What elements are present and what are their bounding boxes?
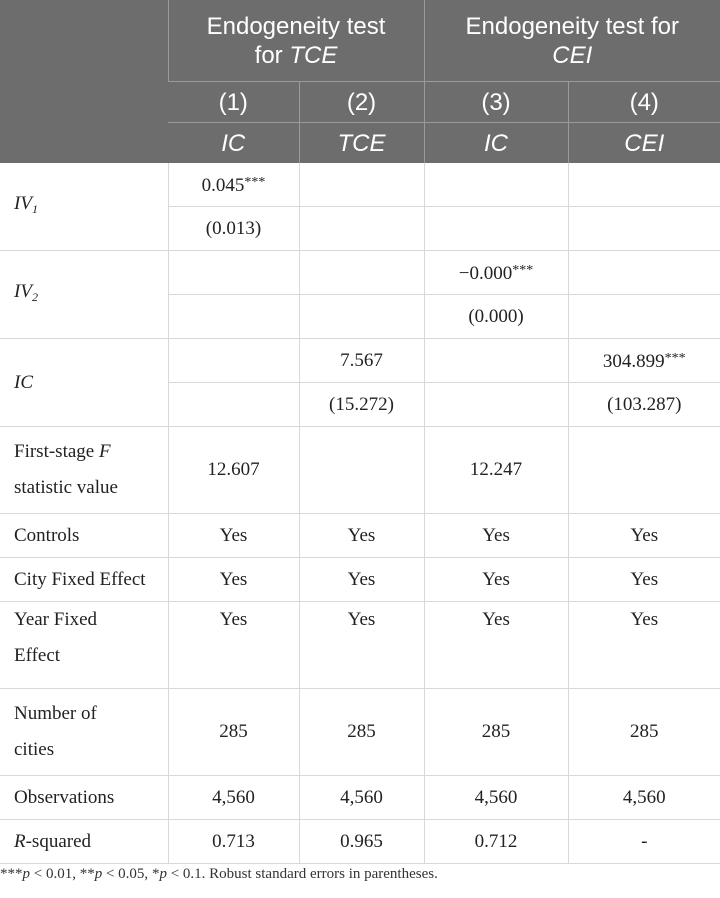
cell-obs-c3: 4,560: [424, 776, 568, 820]
row-label-rsquared: R-squared: [0, 820, 168, 864]
table-row-iv1-coef: [0, 163, 720, 207]
row-label-year-fe: Year Fixed Effect: [0, 602, 168, 689]
cell-ic-c2-se: (15.272): [299, 383, 424, 427]
cell-iv1-c2: [299, 163, 424, 207]
cell-city-fe-c3: Yes: [424, 558, 568, 602]
row-label-iv2: $IV_2$: [0, 251, 168, 339]
row-label-iv1: $IV_1$: [0, 163, 168, 251]
header-group-cei: [424, 0, 720, 82]
cell-rsq-c1: 0.713: [168, 820, 299, 864]
header-group-tce-prefix: for: [254, 41, 290, 69]
cell-iv1-c2-se: [299, 207, 424, 251]
table-row-ic-coef: [0, 339, 720, 383]
header-group-tce-line1: Endogeneity test: [206, 12, 386, 40]
cell-fstat-c3: 12.247: [424, 427, 568, 514]
cell-rsq-c4: -: [568, 820, 720, 864]
cell-year-fe-c2: Yes: [299, 602, 424, 689]
cell-ic-c3: [424, 339, 568, 383]
header-corner: [0, 0, 168, 163]
cell-fstat-c2: [299, 427, 424, 514]
cell-obs-c2: 4,560: [299, 776, 424, 820]
cell-iv1-c1-coef: 0.045***: [168, 163, 299, 207]
cell-rsq-c3: 0.712: [424, 820, 568, 864]
cell-ic-c4-se: (103.287): [568, 383, 720, 427]
header-col-num-4: (4): [568, 82, 720, 123]
cell-iv1-c1-se: (0.013): [168, 207, 299, 251]
header-group-cei-var: CEI: [552, 41, 593, 69]
header-col-num-3: (3): [424, 82, 568, 123]
row-label-cities: Number of cities: [0, 689, 168, 776]
header-col-var-3: IC: [424, 123, 568, 164]
header-col-var-2: TCE: [299, 123, 424, 164]
cell-cities-c1: 285: [168, 689, 299, 776]
cell-rsq-c2: 0.965: [299, 820, 424, 864]
cell-cities-c3: 285: [424, 689, 568, 776]
table-header: [0, 0, 720, 163]
row-label-observations: Observations: [0, 776, 168, 820]
fstat-f-letter: F: [98, 441, 111, 462]
table-row-city-fe: [0, 558, 720, 602]
ic-c4-stars: ***: [664, 351, 686, 366]
header-col-var-4: CEI: [568, 123, 720, 164]
row-label-controls: Controls: [0, 514, 168, 558]
header-group-cei-line1: Endogeneity test for: [465, 12, 679, 40]
cell-city-fe-c2: Yes: [299, 558, 424, 602]
table-footnote: ***p < 0.01, **p < 0.05, *p < 0.1. Robust standard errors in parentheses.: [0, 866, 438, 882]
iv2-c3-stars: ***: [512, 263, 534, 278]
header-col-var-1: IC: [168, 123, 299, 164]
cell-controls-c1: Yes: [168, 514, 299, 558]
table-row-observations: [0, 776, 720, 820]
cell-year-fe-c3: Yes: [424, 602, 568, 689]
cell-ic-c4-coef: 304.899***: [568, 339, 720, 383]
cell-ic-c1-se: [168, 383, 299, 427]
table-row-controls: [0, 514, 720, 558]
cell-cities-c2: 285: [299, 689, 424, 776]
row-label-city-fe: City Fixed Effect: [0, 558, 168, 602]
table-row-cities: [0, 689, 720, 776]
cell-iv2-c3-coef: −0.000***: [424, 251, 568, 295]
cell-ic-c1: [168, 339, 299, 383]
iv1-c1-stars: ***: [244, 175, 266, 190]
table-row-fstat: [0, 427, 720, 514]
header-group-tce-var: TCE: [289, 41, 338, 69]
cell-iv2-c4-se: [568, 295, 720, 339]
row-label-fstat: First-stage F statistic value: [0, 427, 168, 514]
table-body: [0, 163, 720, 864]
cell-city-fe-c1: Yes: [168, 558, 299, 602]
table-row-iv2-coef: [0, 251, 720, 295]
cell-iv2-c1: [168, 251, 299, 295]
cell-iv2-c3-se: (0.000): [424, 295, 568, 339]
cell-controls-c4: Yes: [568, 514, 720, 558]
iv2-subscript: 2: [31, 290, 38, 304]
rsq-r-letter: R: [14, 830, 26, 852]
cell-iv1-c4: [568, 163, 720, 207]
cell-fstat-c1: 12.607: [168, 427, 299, 514]
cell-ic-c2-coef: 7.567: [299, 339, 424, 383]
cell-iv1-c3-se: [424, 207, 568, 251]
header-col-num-1: (1): [168, 82, 299, 123]
table-row-rsquared: [0, 820, 720, 864]
cell-iv1-c3: [424, 163, 568, 207]
cell-iv2-c2: [299, 251, 424, 295]
row-label-ic: IC: [0, 339, 168, 427]
cell-obs-c4: 4,560: [568, 776, 720, 820]
iv1-subscript: 1: [31, 202, 38, 216]
cell-cities-c4: 285: [568, 689, 720, 776]
cell-controls-c3: Yes: [424, 514, 568, 558]
cell-iv2-c4: [568, 251, 720, 295]
cell-fstat-c4: [568, 427, 720, 514]
cell-year-fe-c4: Yes: [568, 602, 720, 689]
cell-iv2-c1-se: [168, 295, 299, 339]
cell-iv1-c4-se: [568, 207, 720, 251]
header-col-num-2: (2): [299, 82, 424, 123]
cell-controls-c2: Yes: [299, 514, 424, 558]
cell-ic-c3-se: [424, 383, 568, 427]
cell-year-fe-c1: Yes: [168, 602, 299, 689]
cell-city-fe-c4: Yes: [568, 558, 720, 602]
cell-iv2-c2-se: [299, 295, 424, 339]
table-row-year-fe: [0, 602, 720, 689]
cell-obs-c1: 4,560: [168, 776, 299, 820]
header-group-tce: [168, 0, 424, 82]
